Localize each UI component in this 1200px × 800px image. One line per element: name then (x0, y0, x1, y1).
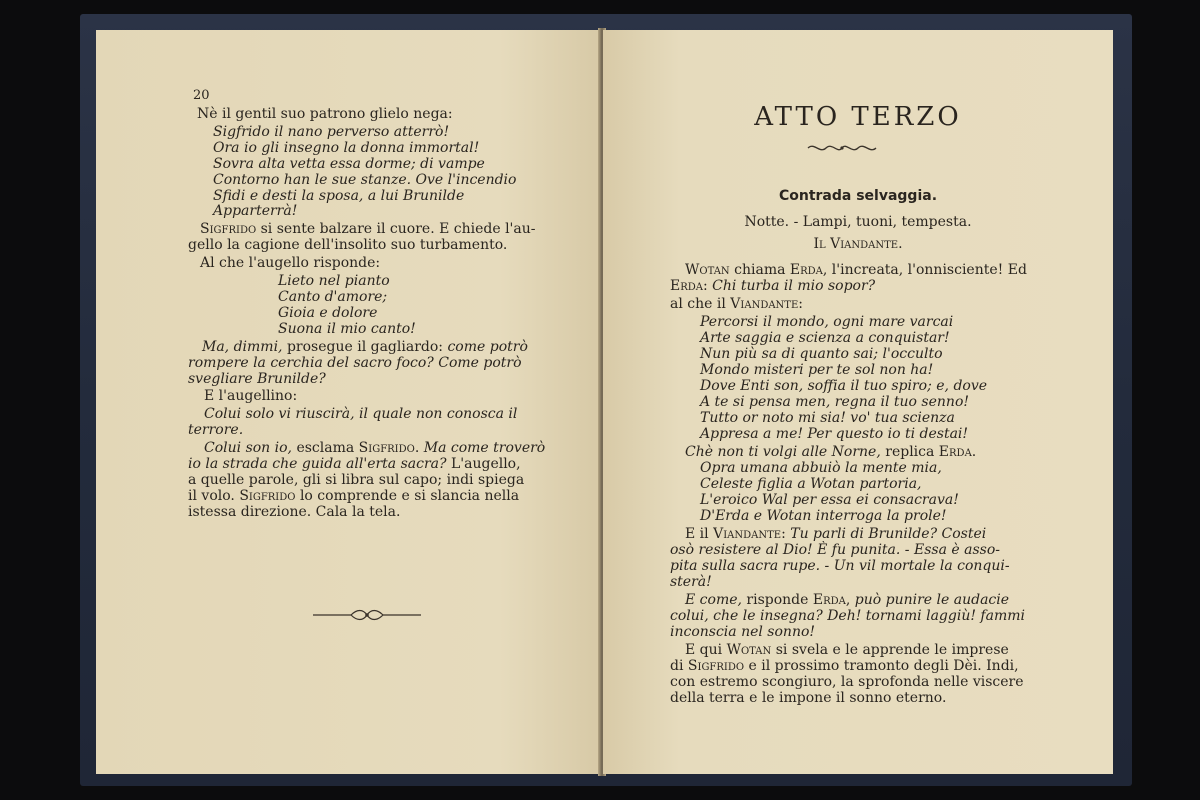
text-line: terrore. (188, 422, 244, 438)
character-name: Sigfrido (200, 221, 257, 237)
verse-line: Canto d'amore; (278, 289, 388, 305)
verse-line: Ora io gli insegno la donna immortal! (213, 140, 480, 156)
verse-line: Dove Enti son, soffia il tuo spiro; e, dove (700, 378, 988, 394)
text-line: Colui solo vi riuscirà, il quale non conosca il (204, 406, 518, 422)
verse-line: Sovra alta vetta essa dorme; di vampe (213, 156, 485, 172)
verse-line: Tutto or noto mi sia! vo' tua scienza (700, 410, 955, 426)
act-heading: ATTO TERZO (754, 102, 962, 132)
verse-line: Sigfrido il nano perverso atterrò! (213, 124, 450, 140)
text-line: Nè il gentil suo patrono glielo nega: (197, 106, 453, 122)
verse-line: Lieto nel pianto (278, 273, 390, 289)
text-line: di Sigfrido e il prossimo tramonto degli Dèi. Indi, (670, 658, 1019, 674)
verse-line: L'eroico Wal per essa ei consacrava! (700, 492, 959, 508)
text-line: Colui son io, esclama Sigfrido. Ma come troverò (204, 440, 546, 456)
verse-line: Suona il mio canto! (278, 321, 416, 337)
text-line: osò resistere al Dio! È fu punita. - Essa è asso- (670, 542, 1000, 558)
text-line: Sigfrido si sente balzare il cuore. E chiede l'au- (200, 221, 536, 237)
text-line: E qui Wotan si svela e le apprende le imprese (685, 642, 1009, 658)
text-line: gello la cagione dell'insolito suo turbamento. (188, 237, 508, 253)
verse-line: Gioia e dolore (278, 305, 378, 321)
page-number: 20 (193, 88, 210, 103)
verse-line: Mondo misteri per te sol non ha! (700, 362, 934, 378)
verse-line: Percorsi il mondo, ogni mare varcai (700, 314, 954, 330)
text-line: io la strada che guida all'erta sacra? L'augello, (188, 456, 521, 472)
verse-line: Contorno han le sue stanze. Ove l'incendio (213, 172, 517, 188)
heading-ornament (806, 142, 878, 154)
character-name: Sigfrido (358, 440, 415, 456)
text-line: rompere la cerchia del sacro foco? Come potrò (188, 355, 522, 371)
text-line: colui, che le insegna? Deh! tornami laggiù! fammi (670, 608, 1025, 624)
verse-line: Sfidi e desti la sposa, a lui Brunilde (213, 188, 465, 204)
verse-line: Nun più sa di quanto sai; l'occulto (700, 346, 943, 362)
verse-line: A te si pensa men, regna il tuo senno! (700, 394, 969, 410)
text-line: Chè non ti volgi alle Norne, replica Erda. (685, 444, 977, 460)
text-line: svegliare Brunilde? (188, 371, 326, 387)
text-line: a quelle parole, gli si libra sul capo; indi spiega (188, 472, 525, 488)
text-line: istessa direzione. Cala la tela. (188, 504, 401, 520)
verse-line: D'Erda e Wotan interroga la prole! (700, 508, 947, 524)
text-line: E il Viandante: Tu parli di Brunilde? Costei (685, 526, 987, 542)
text-line: pita sulla sacra rupe. - Un vil mortale la conqui- (670, 558, 1010, 574)
character-name: Sigfrido (239, 488, 296, 504)
verse-line: Appresa a me! Per questo io ti destai! (700, 426, 969, 442)
text-line: con estremo scongiuro, la sprofonda nelle viscere (670, 674, 1024, 690)
text-line: E come, risponde Erda, può punire le audacie (685, 592, 1010, 608)
stage-direction: Notte. - Lampi, tuoni, tempesta. (744, 214, 972, 230)
text-line: della terra e le impone il sonno eterno. (670, 690, 947, 706)
text-line: al che il Viandante: (670, 296, 803, 312)
text-line: Erda: Chi turba il mio sopor? (670, 278, 876, 294)
text-line: inconscia nel sonno! (670, 624, 816, 640)
text-line: E l'augellino: (204, 388, 298, 404)
right-page (603, 30, 1113, 774)
character-heading: Il Viandante. (813, 236, 903, 252)
verse-line: Celeste figlia a Wotan partoria, (700, 476, 922, 492)
text-line: Wotan chiama Erda, l'increata, l'onnisciente! Ed (685, 262, 1027, 278)
text-line: Al che l'augello risponde: (200, 255, 381, 271)
text-line: Ma, dimmi, prosegue il gagliardo: come potrò (202, 339, 528, 355)
left-page (96, 30, 601, 774)
verse-line: Arte saggia e scienza a conquistar! (700, 330, 950, 346)
verse-line: Apparterrà! (213, 203, 298, 219)
scene-title: Contrada selvaggia. (778, 188, 938, 204)
end-ornament (313, 608, 421, 622)
text-line: il volo. Sigfrido lo comprende e si slancia nella (188, 488, 520, 504)
text-line: sterà! (670, 574, 712, 590)
verse-line: Opra umana abbuiò la mente mia, (700, 460, 942, 476)
